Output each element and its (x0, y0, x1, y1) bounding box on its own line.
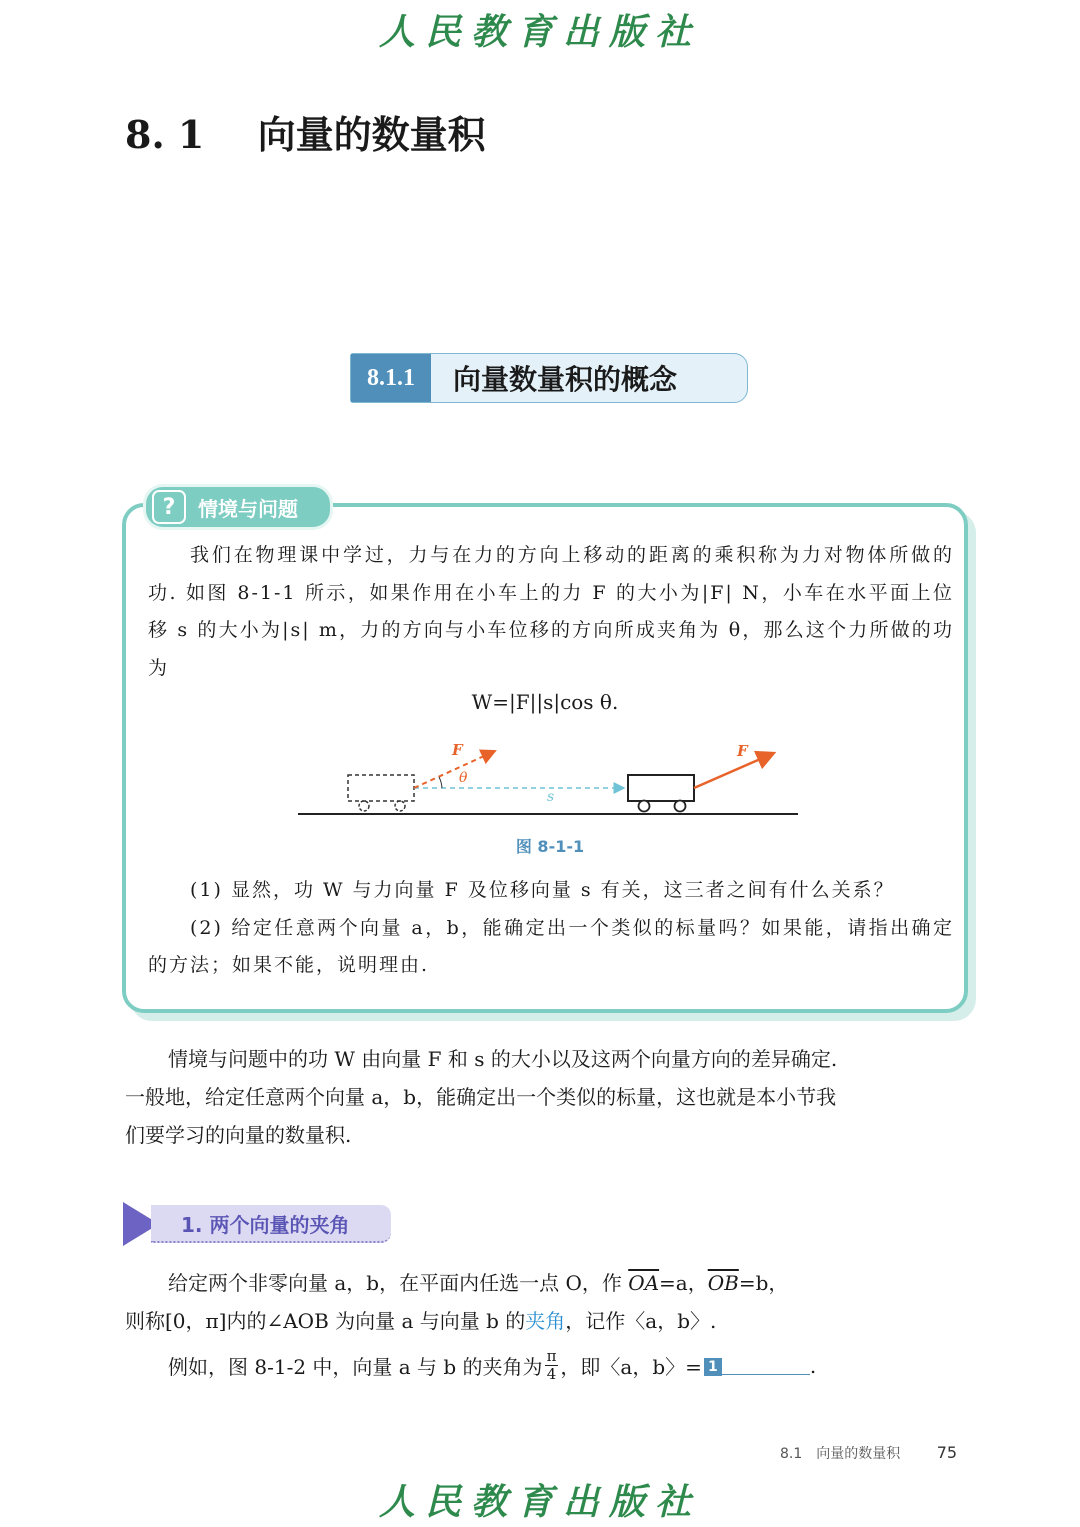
example-after: ，即〈a，b〉= (560, 1355, 702, 1379)
example-line (168, 1348, 816, 1383)
example-text: 例如，图 8-1-2 中，向量 a 与 b 的夹角为 (168, 1355, 543, 1379)
oa-equals: =a， (659, 1271, 708, 1295)
def-line2-text: 则称[0，π]内的∠AOB 为向量 a 与向量 b 的 (125, 1309, 526, 1333)
cart-end (628, 775, 694, 801)
cart-end-wheel-right (675, 801, 686, 812)
question-1: (1) 显然，功 W 与力向量 F 及位移向量 s 有关，这三者之间有什么关系？ (190, 879, 895, 901)
scenario-paragraph: 我们在物理课中学过，力与在力的方向上移动的距离的乘积称为力对物体所做的功. 如图 8-1-1 所示，如果作用在小车上的力 F 的大小为|F| N，小车在水平面上位移 s 的大小为|s| m，力的方向与小车位移的方向所成夹角为 θ，那么这个力所做的功为 (148, 544, 954, 679)
fraction-numerator: π (546, 1347, 557, 1365)
def-line2-end: ，记作〈a，b〉. (565, 1309, 717, 1333)
publisher-logo-top: 人民教育出版社 (378, 11, 701, 53)
section-title (125, 104, 486, 159)
question-2: (2) 给定任意两个向量 a，b，能确定出一个类似的标量吗？如果能，请指出确定的方法；如果不能，说明理由. (148, 916, 954, 976)
subsection-banner (350, 353, 748, 403)
theta-arc (439, 777, 442, 788)
sub-heading-text: 1. 两个向量的夹角 (181, 1213, 350, 1237)
label-F-dashed: F (452, 741, 463, 759)
section-title-text: 向量的数量积 (257, 113, 486, 157)
page-footer (780, 1443, 957, 1463)
cart-start-wheel-right (395, 801, 405, 811)
example-end: . (809, 1353, 817, 1378)
definition-line-1 (125, 1264, 885, 1302)
scenario-text (148, 537, 954, 687)
fraction-denominator: 4 (546, 1365, 557, 1383)
figure-caption: 图 8-1-1 (515, 837, 585, 856)
label-s: s (547, 789, 555, 805)
fraction-pi-over-4 (545, 1348, 559, 1383)
footer-section: 8.1 向量的数量积 (780, 1446, 901, 1462)
blank-number: 1 (704, 1358, 722, 1376)
definition-line-2 (125, 1302, 885, 1340)
work-formula: W=|F||s|cos θ. (471, 690, 619, 714)
body-paragraph-text: 情境与问题中的功 W 由向量 F 和 s 的大小以及这两个向量方向的差异确定. 一般地，给定任意两个向量 a，b，能确定出一个类似的标量，这也就是本小节我们要学习的向量的数量积. (125, 1047, 838, 1147)
force-arrow-solid (694, 753, 774, 788)
question-icon: ? (152, 490, 186, 524)
vector-OB: $\overline{OB}$ (707, 1271, 739, 1295)
subsection-number: 8.1.1 (351, 354, 431, 402)
sub-heading (123, 1202, 395, 1246)
body-paragraph (125, 1040, 855, 1154)
cart-start-wheel-left (359, 801, 369, 811)
scenario-tag (143, 484, 333, 530)
page-number: 75 (936, 1443, 958, 1462)
ob-equals: =b， (738, 1271, 789, 1295)
publisher-logo-bottom: 人民教育出版社 (378, 1481, 701, 1523)
scenario-tag-label: 情境与问题 (198, 496, 298, 521)
figure-8-1-1 (290, 735, 810, 830)
definition-paragraph (125, 1264, 885, 1340)
def-line1-text: 给定两个非零向量 a，b，在平面内任选一点 O，作 (168, 1271, 629, 1295)
cart-end-wheel-left (639, 801, 650, 812)
scenario-questions (148, 872, 954, 985)
label-F-solid: F (737, 742, 748, 760)
answer-blank[interactable] (704, 1352, 810, 1375)
term-angle: 夹角 (525, 1309, 566, 1333)
section-number: 8. 1 (125, 112, 205, 157)
cart-start-dashed (348, 775, 414, 801)
label-theta: θ (459, 770, 468, 786)
vector-OA: $\overline{OA}$ (628, 1271, 660, 1295)
subsection-title: 向量数量积的概念 (453, 363, 678, 396)
